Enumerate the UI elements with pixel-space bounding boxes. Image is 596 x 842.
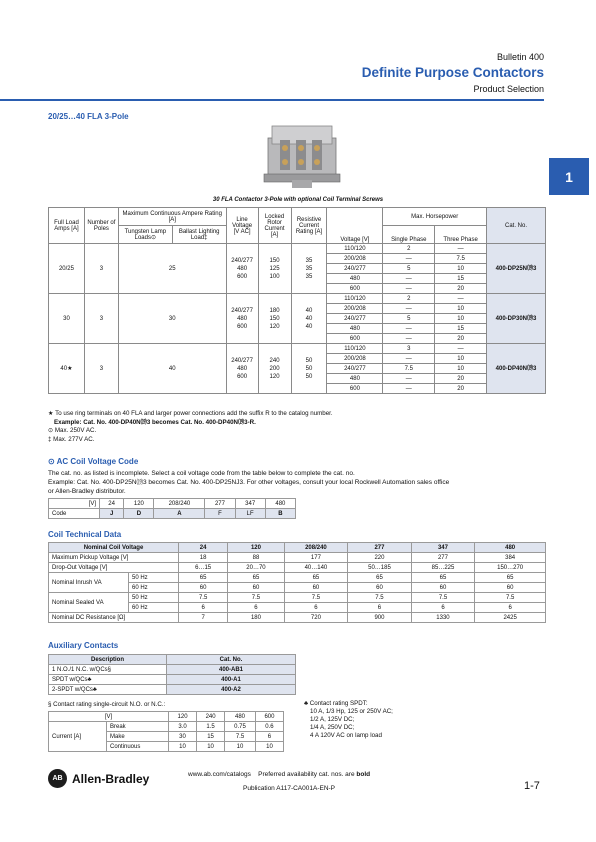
sealed-cell: 6: [284, 603, 348, 613]
resistive-value: 40: [305, 307, 313, 314]
sealed-cell: 6: [475, 603, 546, 613]
three-phase-hp-cell: 20: [435, 284, 487, 294]
aux-desc-header: Description: [49, 655, 167, 665]
contactor-photo: [262, 124, 342, 190]
line-voltage-cell: [226, 294, 258, 344]
aux-rating-table: [48, 711, 284, 752]
inrush-cell: 60: [348, 583, 412, 593]
coil-code-voltage: 347: [235, 499, 265, 509]
coil-code-voltage: 120: [124, 499, 154, 509]
three-phase-hp-cell: 15: [435, 324, 487, 334]
resistive-value: 50: [305, 373, 313, 380]
sealed-cell: 6: [348, 603, 412, 613]
single-phase-hp-cell: —: [383, 254, 435, 264]
single-phase-hp-cell: 7.5: [383, 364, 435, 374]
continuous-cell: 10: [197, 742, 225, 752]
footer-publication: Publication A117-CA001A-EN-P: [243, 785, 336, 792]
voltage-cell: 110/120: [327, 344, 383, 354]
sealed-cell: 7.5: [179, 593, 228, 603]
inrush-cell: 65: [179, 573, 228, 583]
photo-caption: 30 FLA Contactor 3-Pole with optional Coil Terminal Screws: [212, 197, 384, 203]
voltage-cell: 200/208: [327, 254, 383, 264]
pickup-cell: 384: [475, 553, 546, 563]
continuous-cell: 10: [225, 742, 256, 752]
coil-tech-voltage: 347: [411, 543, 475, 553]
aux-desc: 1 N.O./1 N.C. w/QCs§: [49, 665, 167, 675]
spdt-rating-note: [304, 700, 393, 740]
coil-code-voltage: 208/240: [154, 499, 205, 509]
voltage-cell: 200/208: [327, 354, 383, 364]
voltage-cell: 110/120: [327, 294, 383, 304]
footnote-ring-terminals: ★ To use ring terminals on 40 FLA and larger power connections add the suffix R to the catalog number.: [48, 410, 333, 417]
single-phase-hp-cell: —: [383, 304, 435, 314]
line-voltage-value: 600: [237, 373, 248, 380]
resistive-value: 40: [305, 323, 313, 330]
aux-heading: Auxiliary Contacts: [48, 641, 119, 650]
resistance-cell: 180: [228, 613, 284, 623]
hz-label: 60 Hz: [129, 583, 179, 593]
coil-tech-voltage: 277: [348, 543, 412, 553]
single-phase-hp-cell: —: [383, 384, 435, 394]
locked-rotor-cell: [258, 344, 291, 394]
poles-cell: 3: [84, 244, 118, 294]
sealed-cell: 6: [179, 603, 228, 613]
locked-rotor-value: 100: [269, 273, 280, 280]
resistive-value: 35: [305, 265, 313, 272]
break-label: Break: [107, 722, 169, 732]
coil-tech-voltage: 120: [228, 543, 284, 553]
three-phase-hp-cell: 7.5: [435, 254, 487, 264]
continuous-cell: 10: [255, 742, 283, 752]
cat-no-cell: 400-DP40N⒆3: [487, 344, 546, 394]
voltage-cell: 240/277: [327, 364, 383, 374]
col-header-single-phase: Single Phase: [383, 226, 435, 244]
locked-rotor-value: 120: [269, 373, 280, 380]
aux-rating-note: § Contact rating single-circuit N.O. or N.C.:: [48, 701, 166, 708]
break-cell: 1.5: [197, 722, 225, 732]
rating-volt: 240: [197, 712, 225, 722]
resistance-cell: 7: [179, 613, 228, 623]
col-header-three-phase: Three Phase: [435, 226, 487, 244]
single-phase-hp-cell: —: [383, 354, 435, 364]
col-header-line-voltage: Line Voltage [V AC]: [226, 208, 258, 244]
sealed-cell: 7.5: [228, 593, 284, 603]
allen-bradley-logo-icon: AB: [48, 769, 67, 788]
coil-voltage-line1: The cat. no. as listed is incomplete. Select a coil voltage code from the table below to complete the cat. no.: [48, 470, 355, 477]
inrush-cell: 60: [411, 583, 475, 593]
hz-label: 60 Hz: [129, 603, 179, 613]
continuous-rating-cell: 30: [118, 294, 226, 344]
voltage-cell: 240/277: [327, 314, 383, 324]
sealed-cell: 7.5: [284, 593, 348, 603]
voltage-cell: 480: [327, 324, 383, 334]
selection-row: [49, 294, 546, 304]
dropout-cell: 20…70: [228, 563, 284, 573]
single-phase-hp-cell: —: [383, 334, 435, 344]
footnote-tungsten: ⊙ Max. 250V AC.: [48, 427, 97, 434]
three-phase-hp-cell: —: [435, 294, 487, 304]
aux-cat: 400-A1: [167, 675, 296, 685]
col-header-max-hp: Max. Horsepower: [383, 208, 487, 226]
coil-tech-voltage: 24: [179, 543, 228, 553]
coil-tech-table: [48, 542, 546, 623]
poles-cell: 3: [84, 294, 118, 344]
inrush-cell: 60: [228, 583, 284, 593]
bulletin-label: Bulletin 400: [496, 52, 544, 62]
selection-table: [48, 207, 546, 394]
line-voltage-value: 240/277: [231, 307, 253, 314]
page-number: 1-7: [524, 780, 540, 792]
logo-wordmark: Allen-Bradley: [72, 772, 150, 786]
footnote-ballast: ‡ Max. 277V AC.: [48, 435, 95, 443]
coil-voltage-line3: or Allen-Bradley distributor.: [48, 488, 126, 495]
coil-voltage-line2: Example: Cat. No. 400-DP25N⒆3 becomes Cat. No. 400-DP25NJ3. For other voltages, consult your local Rockwell Automation sales office: [48, 479, 450, 486]
inrush-cell: 60: [179, 583, 228, 593]
single-phase-hp-cell: 5: [383, 314, 435, 324]
voltage-cell: 200/208: [327, 304, 383, 314]
break-cell: 0.75: [225, 722, 256, 732]
coil-voltage-text: [48, 469, 449, 496]
coil-tech-heading: Coil Technical Data: [48, 530, 122, 539]
continuous-cell: 10: [169, 742, 197, 752]
aux-cat: 400-AB1: [167, 665, 296, 675]
resistive-value: 50: [305, 357, 313, 364]
inrush-cell: 60: [284, 583, 348, 593]
coil-code-voltage: 277: [205, 499, 235, 509]
footnote-ring-example: Example: Cat. No. 400-DP40N⒆3 becomes Cat. No. 400-DP40N⒆3-R.: [54, 418, 256, 426]
aux-cat-header: Cat. No.: [167, 655, 296, 665]
full-load-amps-cell: 20/25: [49, 244, 85, 294]
locked-rotor-value: 240: [269, 357, 280, 364]
line-voltage-cell: [226, 344, 258, 394]
break-cell: 0.6: [255, 722, 283, 732]
dropout-cell: 6…15: [179, 563, 228, 573]
spdt-line: 10 A, 1/3 Hp, 125 or 250V AC;: [310, 708, 393, 715]
locked-rotor-value: 150: [269, 257, 280, 264]
single-phase-hp-cell: —: [383, 324, 435, 334]
line-voltage-value: 240/277: [231, 357, 253, 364]
aux-table: [48, 654, 296, 695]
col-header-cat-no: Cat. No.: [487, 208, 546, 244]
col-header-tungsten: Tungsten Lamp Loads⊙: [118, 226, 172, 244]
coil-tech-voltage: 208/240: [284, 543, 348, 553]
voltage-cell: 600: [327, 384, 383, 394]
sealed-cell: 6: [228, 603, 284, 613]
continuous-rating-cell: 40: [118, 344, 226, 394]
pickup-cell: 88: [228, 553, 284, 563]
footer-availability: Preferred availability cat. nos. are: [258, 771, 355, 778]
aux-desc: SPDT w/QCs♣: [49, 675, 167, 685]
voltage-cell: 600: [327, 334, 383, 344]
pickup-cell: 18: [179, 553, 228, 563]
coil-code-value: J: [100, 509, 124, 519]
header-rule: [0, 99, 544, 101]
spdt-line: 4 A 120V AC on lamp load: [310, 732, 382, 739]
voltage-cell: 110/120: [327, 244, 383, 254]
three-phase-hp-cell: 20: [435, 374, 487, 384]
coil-code-value: F: [205, 509, 235, 519]
footer-url[interactable]: www.ab.com/catalogs: [188, 771, 251, 778]
section-tab-marker: 1: [549, 158, 589, 195]
poles-cell: 3: [84, 344, 118, 394]
col-header-ballast: Ballast Lighting Load‡: [172, 226, 226, 244]
spdt-line: 1/2 A, 125V DC;: [310, 716, 355, 723]
dropout-cell: 40…140: [284, 563, 348, 573]
sealed-cell: 7.5: [411, 593, 475, 603]
inrush-cell: 65: [228, 573, 284, 583]
inrush-cell: 65: [284, 573, 348, 583]
three-phase-hp-cell: 10: [435, 314, 487, 324]
continuous-rating-cell: 25: [118, 244, 226, 294]
resistance-cell: 2425: [475, 613, 546, 623]
three-phase-hp-cell: 10: [435, 354, 487, 364]
hz-label: 50 Hz: [129, 593, 179, 603]
footnotes: [48, 410, 333, 444]
single-phase-hp-cell: 3: [383, 344, 435, 354]
three-phase-hp-cell: 10: [435, 264, 487, 274]
resistance-label: Nominal DC Resistance [Ω]: [49, 613, 179, 623]
full-load-amps-cell: 30: [49, 294, 85, 344]
sealed-cell: 7.5: [348, 593, 412, 603]
resistive-cell: [291, 244, 327, 294]
inrush-cell: 65: [348, 573, 412, 583]
single-phase-hp-cell: 2: [383, 244, 435, 254]
voltage-cell: 240/277: [327, 264, 383, 274]
three-phase-hp-cell: 15: [435, 274, 487, 284]
inrush-cell: 65: [475, 573, 546, 583]
pickup-label: Maximum Pickup Voltage [V]: [49, 553, 179, 563]
hz-label: 50 Hz: [129, 573, 179, 583]
coil-code-value: B: [265, 509, 295, 519]
pickup-cell: 220: [348, 553, 412, 563]
rating-volt: 600: [255, 712, 283, 722]
inrush-label: Nominal Inrush VA: [49, 573, 129, 593]
three-phase-hp-cell: 20: [435, 334, 487, 344]
col-header-resistive: Resistive Current Rating [A]: [291, 208, 327, 244]
three-phase-hp-cell: —: [435, 344, 487, 354]
coil-code-value: A: [154, 509, 205, 519]
pickup-cell: 277: [411, 553, 475, 563]
dropout-cell: 85…225: [411, 563, 475, 573]
pickup-cell: 177: [284, 553, 348, 563]
line-voltage-value: 480: [237, 265, 248, 272]
single-phase-hp-cell: —: [383, 274, 435, 284]
locked-rotor-cell: [258, 244, 291, 294]
make-cell: 7.5: [225, 732, 256, 742]
spdt-line: ♣ Contact rating SPDT:: [304, 700, 368, 707]
inrush-cell: 60: [475, 583, 546, 593]
dropout-cell: 150…270: [475, 563, 546, 573]
selection-row: [49, 344, 546, 354]
cat-no-cell: 400-DP30N⒆3: [487, 294, 546, 344]
coil-code-voltage: 24: [100, 499, 124, 509]
col-header-poles: Number of Poles: [84, 208, 118, 244]
single-phase-hp-cell: —: [383, 284, 435, 294]
resistive-value: 50: [305, 365, 313, 372]
coil-code-v-label: [V]: [49, 499, 100, 509]
single-phase-hp-cell: 5: [383, 264, 435, 274]
dropout-cell: 50…185: [348, 563, 412, 573]
footer-url-line: [188, 771, 370, 778]
sealed-cell: 6: [411, 603, 475, 613]
three-phase-hp-cell: 20: [435, 384, 487, 394]
three-phase-hp-cell: —: [435, 244, 487, 254]
line-voltage-cell: [226, 244, 258, 294]
resistive-cell: [291, 344, 327, 394]
break-cell: 3.0: [169, 722, 197, 732]
line-voltage-value: 600: [237, 273, 248, 280]
continuous-label: Continuous: [107, 742, 169, 752]
resistance-cell: 900: [348, 613, 412, 623]
line-voltage-value: 240/277: [231, 257, 253, 264]
section-heading: 20/25…40 FLA 3-Pole: [48, 112, 129, 121]
locked-rotor-cell: [258, 294, 291, 344]
rating-volt: 120: [169, 712, 197, 722]
make-cell: 6: [255, 732, 283, 742]
resistive-value: 35: [305, 273, 313, 280]
voltage-cell: 480: [327, 374, 383, 384]
make-label: Make: [107, 732, 169, 742]
full-load-amps-cell: 40★: [49, 344, 85, 394]
three-phase-hp-cell: 10: [435, 364, 487, 374]
aux-cat: 400-A2: [167, 685, 296, 695]
selection-row: [49, 244, 546, 254]
locked-rotor-value: 125: [269, 265, 280, 272]
make-cell: 30: [169, 732, 197, 742]
voltage-cell: 480: [327, 274, 383, 284]
coil-code-table: [48, 498, 296, 519]
cat-no-cell: 400-DP25N⒆3: [487, 244, 546, 294]
coil-tech-col0: Nominal Coil Voltage: [49, 543, 179, 553]
single-phase-hp-cell: 2: [383, 294, 435, 304]
page-title: Definite Purpose Contactors: [361, 65, 544, 80]
col-header-full-load: Full Load Amps [A]: [49, 208, 85, 244]
resistive-value: 35: [305, 257, 313, 264]
sealed-cell: 7.5: [475, 593, 546, 603]
resistive-value: 40: [305, 315, 313, 322]
locked-rotor-value: 180: [269, 307, 280, 314]
aux-desc: 2-SPDT w/QCs♣: [49, 685, 167, 695]
line-voltage-value: 480: [237, 365, 248, 372]
locked-rotor-value: 200: [269, 365, 280, 372]
voltage-cell: 600: [327, 284, 383, 294]
col-header-max-continuous: Maximum Continuous Ampere Rating [A]: [118, 208, 226, 226]
locked-rotor-value: 120: [269, 323, 280, 330]
rating-volt: 480: [225, 712, 256, 722]
resistance-cell: 720: [284, 613, 348, 623]
line-voltage-value: 480: [237, 315, 248, 322]
sealed-label: Nominal Sealed VA: [49, 593, 129, 613]
single-phase-hp-cell: —: [383, 374, 435, 384]
current-label: Current [A]: [49, 722, 107, 752]
make-cell: 15: [197, 732, 225, 742]
spdt-line: 1/4 A, 250V DC;: [310, 724, 355, 731]
col-header-voltage: Voltage [V]: [327, 208, 383, 244]
coil-voltage-heading: ⊙ AC Coil Voltage Code: [48, 457, 139, 466]
coil-code-value: D: [124, 509, 154, 519]
coil-code-value: LF: [235, 509, 265, 519]
col-header-locked-rotor: Locked Rotor Current [A]: [258, 208, 291, 244]
page-subtitle: Product Selection: [473, 84, 544, 94]
coil-code-label: Code: [49, 509, 100, 519]
line-voltage-value: 600: [237, 323, 248, 330]
locked-rotor-value: 150: [269, 315, 280, 322]
footer-availability-bold: bold: [356, 771, 371, 778]
coil-code-voltage: 480: [265, 499, 295, 509]
inrush-cell: 65: [411, 573, 475, 583]
rating-v-label: [V]: [49, 712, 169, 722]
resistance-cell: 1330: [411, 613, 475, 623]
resistive-cell: [291, 294, 327, 344]
dropout-label: Drop-Out Voltage [V]: [49, 563, 179, 573]
three-phase-hp-cell: 10: [435, 304, 487, 314]
coil-tech-voltage: 480: [475, 543, 546, 553]
